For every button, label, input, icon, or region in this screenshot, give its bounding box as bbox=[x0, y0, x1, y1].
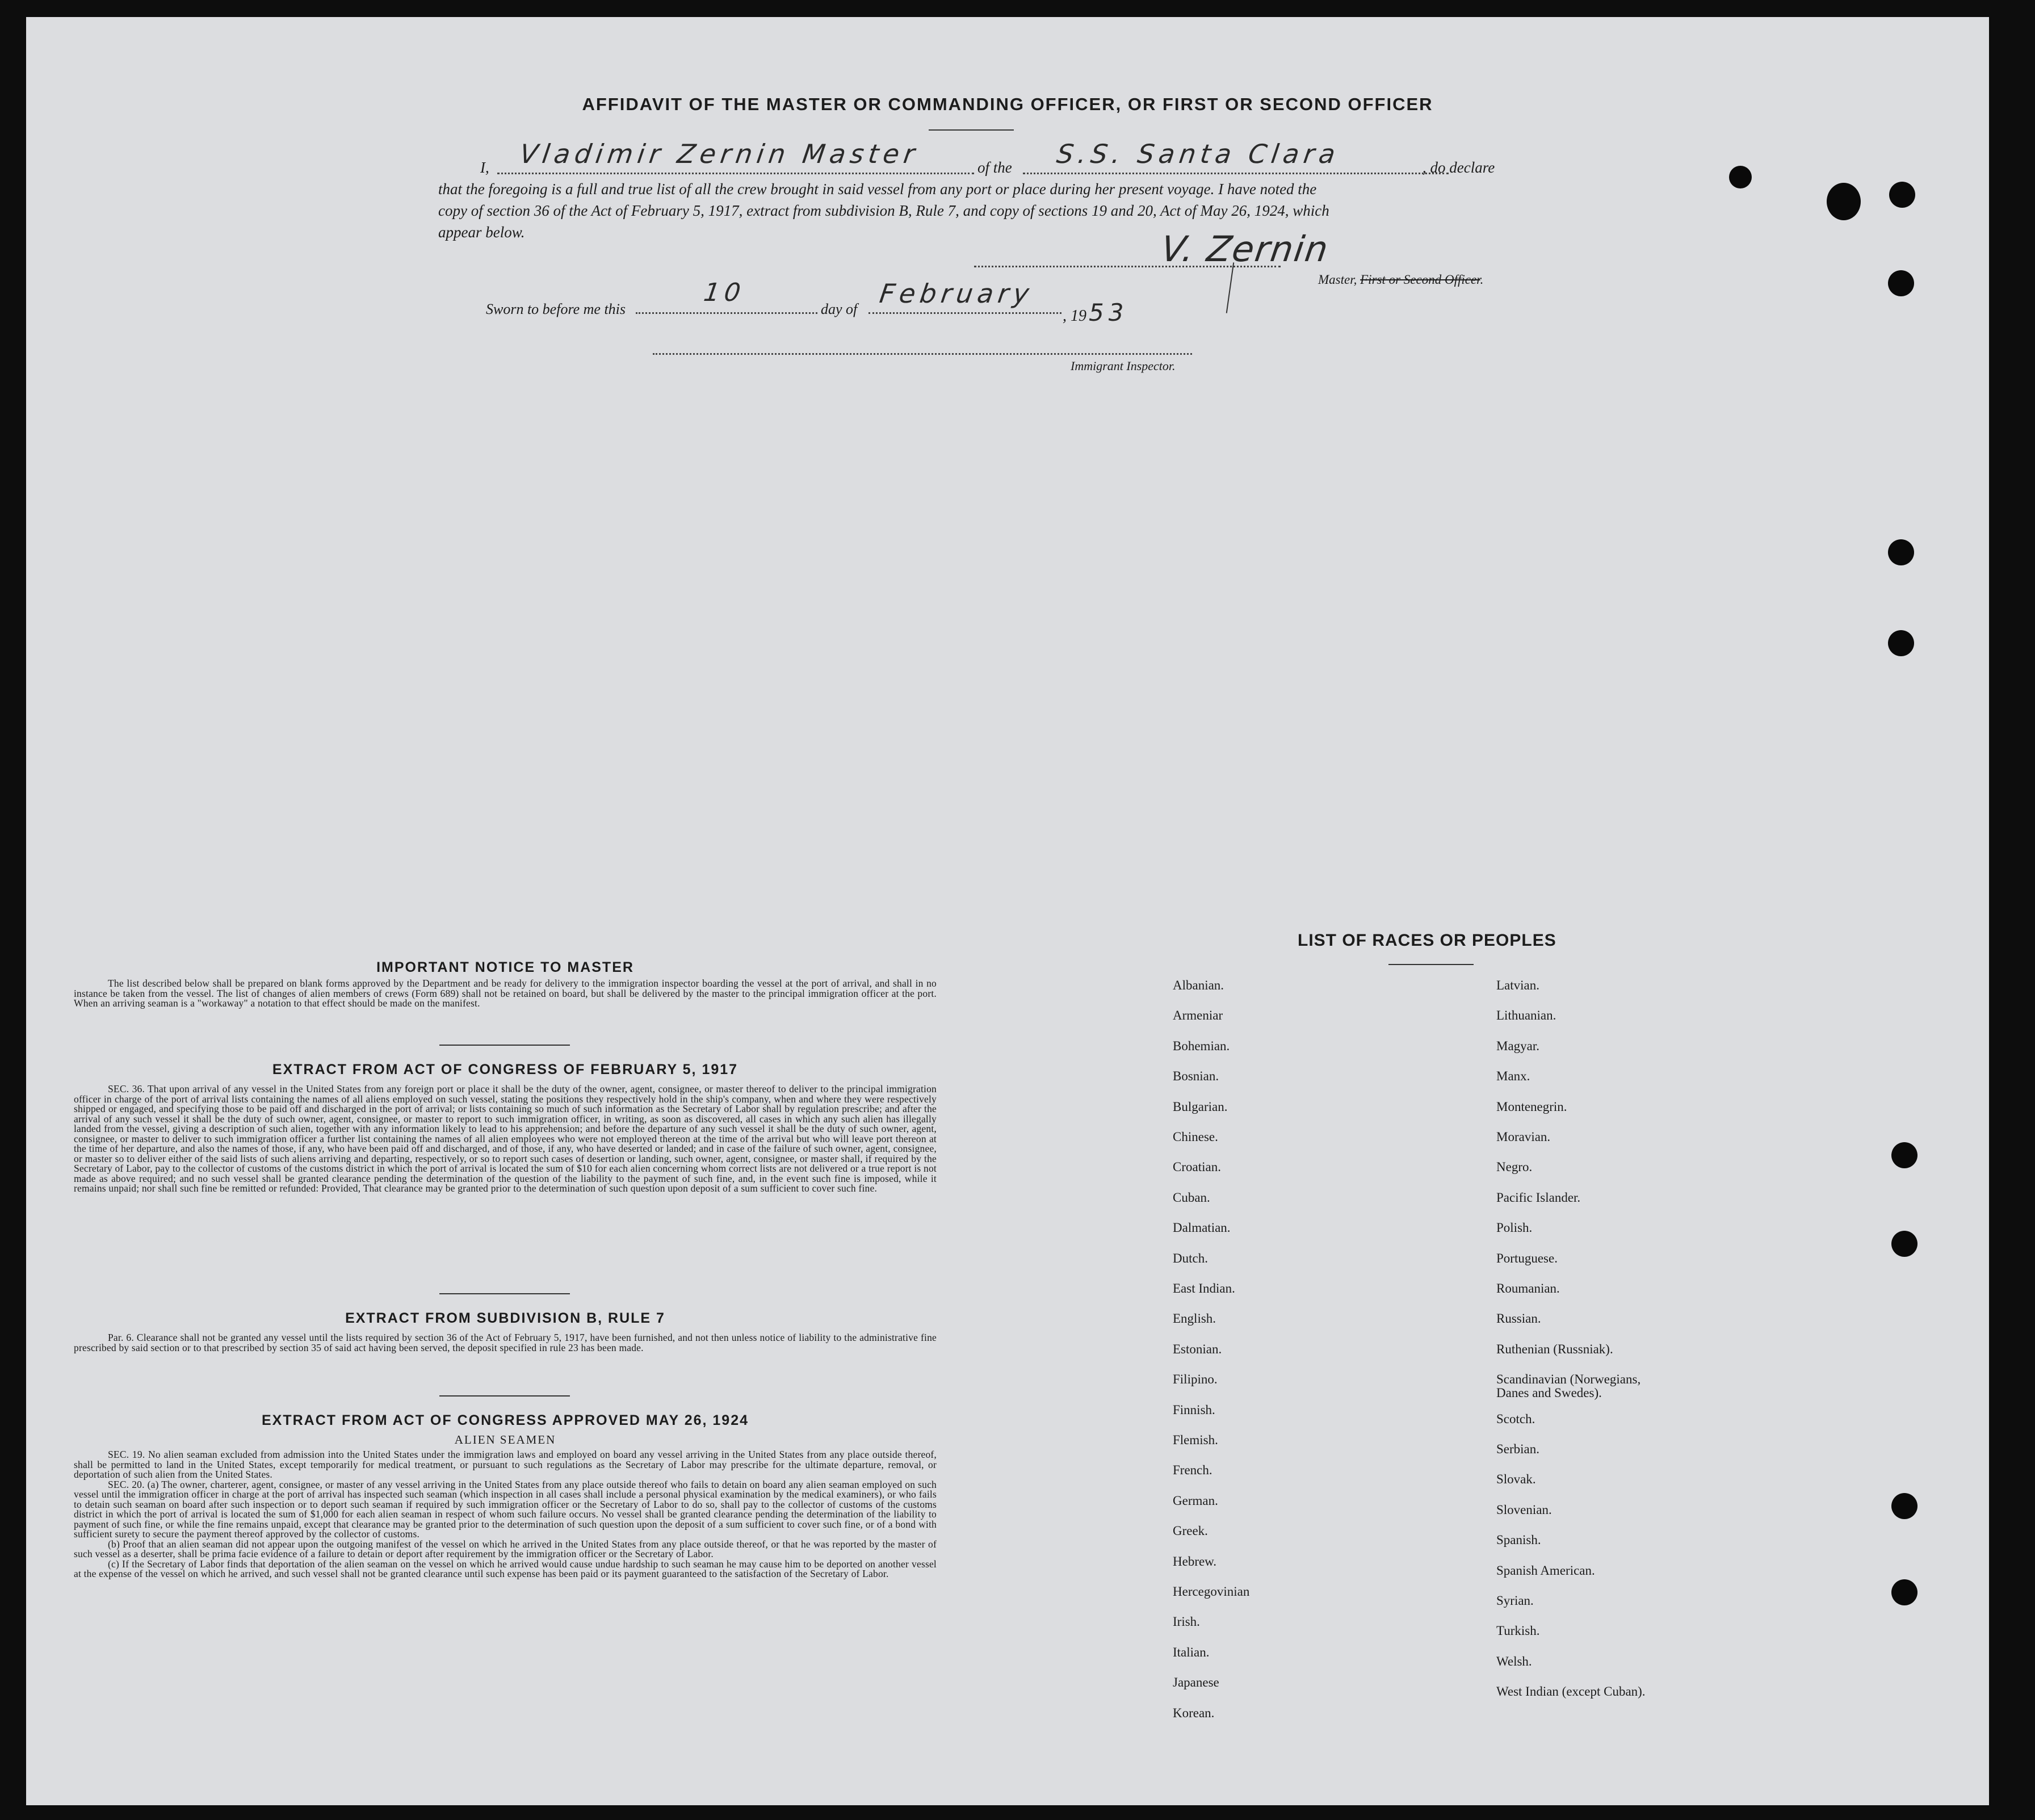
master-officer-label bbox=[1318, 272, 1483, 287]
sec20c-paragraph: (c) If the Secretary of Labor finds that deportation of the alien seaman on the vessel on which he arrived would cause undue hardship to such seaman he may cause him to be deported on another vessel at the expense of the vessel on which he arrived, and such vessel shall not be granted clearance until such expense has been paid or its payment guaranteed to the satisfaction of the Secretary of Labor. bbox=[74, 1558, 937, 1579]
race-item: German. bbox=[1173, 1494, 1218, 1508]
race-item: Bulgarian. bbox=[1173, 1100, 1228, 1114]
extract-1924-text bbox=[74, 1450, 937, 1579]
race-item: Cuban. bbox=[1173, 1190, 1210, 1205]
race-item: Negro. bbox=[1496, 1160, 1533, 1174]
races-title: LIST OF RACES OR PEOPLES bbox=[1298, 931, 1556, 950]
day-of-label: day of bbox=[821, 301, 858, 317]
race-item: Moravian. bbox=[1496, 1130, 1551, 1144]
sworn-month: February bbox=[878, 278, 1036, 309]
extract-1924-subtitle: ALIEN SEAMEN bbox=[454, 1433, 556, 1446]
notice-paragraph: The list described below shall be prepared on blank forms approved by the Department and be ready for delivery to the immigration inspector boarding the vessel at the port of arrival, and shall in no instance be taken from the vessel. The list of changes of alien members of crews (Form 689) shall not be retained on board, but shall be delivered by the master to the principal immigration officer at the port. When an arriving seaman is a "workaway" a notation to that effect should be made on the manifest. bbox=[74, 978, 937, 1009]
race-item: Estonian. bbox=[1173, 1342, 1222, 1356]
race-item: Pacific Islander. bbox=[1496, 1190, 1581, 1205]
punch-hole bbox=[1888, 270, 1914, 296]
affidavit-body-line1: that the foregoing is a full and true list of all the crew brought in said vessel from any port or place during her present voyage. I have noted the bbox=[438, 181, 1317, 198]
sec36-paragraph: SEC. 36. That upon arrival of any vessel in the United States from any foreign port or place it shall be the duty of the owner, agent, consignee, or master thereof to deliver to the principal immigration officer in charge of the port of arrival lists containing the names of all aliens employed on such vessel, stating the positions they respectively hold in the ship's company, when and where they were respectively shipped or engaged, and specifying those to be paid off and discharged in the port of arrival; or lists containing so much of such information as the Secretary of Labor shall by regulation prescribe; and after the arrival of any such vessel it shall be the duty of such owner, agent, consignee, or master to report to such immigration officer, in writing, as soon as discovered, all cases in which any such alien has illegally landed from the vessel, giving a description of such alien, together with any information likely to lead to his apprehension; and before the departure of any such vessel it shall be the duty of such owner, agent, consignee, or master to deliver to such immigration officer a further list containing the names of all alien employees who were not employed thereon at the time of the arrival but who will leave port thereon at the time of her departure, and also the names of those, if any, who have been paid off and discharged, and of those, if any, who have deserted or landed; and in case of the failure of such owner, agent, consignee, or master so to deliver either of the said lists of such aliens arriving and departing, respectively, or so to report such cases of desertion or landing, such owner, agent, consignee, or master shall, if required by the Secretary of Labor, pay to the collector of customs of the customs district in which the port of arrival is located the sum of $10 for each alien concerning whom correct lists are not delivered or a true report is not made as above required; and no such vessel shall be granted clearance pending the determination of the question of the liability to the payment of such fine, and, in the event such fine is imposed, while it remains unpaid; nor shall such fine be remitted or refunded: Provided, That clearance may be granted prior to the determination of such question upon deposit of a sum sufficient to cover such fine. bbox=[74, 1083, 937, 1194]
affidavit-i: I, bbox=[480, 159, 489, 176]
race-item: Hercegovinian bbox=[1173, 1584, 1250, 1599]
race-item: Scotch. bbox=[1496, 1412, 1535, 1426]
extract-1924-title: EXTRACT FROM ACT OF CONGRESS APPROVED MAY 26, 1924 bbox=[261, 1412, 749, 1428]
race-item: Armeniar bbox=[1173, 1008, 1223, 1022]
race-item: Ruthenian (Russniak). bbox=[1496, 1342, 1613, 1356]
signature-flourish bbox=[1226, 262, 1235, 313]
race-item: Portuguese. bbox=[1496, 1251, 1558, 1265]
race-item: Lithuanian. bbox=[1496, 1008, 1556, 1022]
race-item: Croatian. bbox=[1173, 1160, 1221, 1174]
race-item: Spanish. bbox=[1496, 1533, 1541, 1547]
master-label: Master, bbox=[1318, 272, 1357, 287]
race-item: Serbian. bbox=[1496, 1442, 1540, 1456]
race-item: Scandinavian (Norwegians, Danes and Swedes). bbox=[1496, 1372, 1641, 1400]
document-page bbox=[26, 17, 1989, 1805]
affidavit-body-line2: copy of section 36 of the Act of February 5, 1917, extract from subdivision B, Rule 7, and copy of sections 19 and 20, Act of May 26, 1924, which bbox=[438, 202, 1329, 219]
struck-officer-label: First or Second Officer bbox=[1360, 272, 1480, 287]
punch-hole bbox=[1889, 182, 1915, 208]
divider bbox=[439, 1045, 570, 1046]
notice-text bbox=[74, 979, 937, 1009]
race-item: Manx. bbox=[1496, 1069, 1530, 1083]
punch-hole bbox=[1891, 1493, 1917, 1519]
race-item: Bohemian. bbox=[1173, 1039, 1230, 1053]
race-item: Hebrew. bbox=[1173, 1554, 1217, 1569]
race-item: Roumanian. bbox=[1496, 1281, 1560, 1295]
race-item: English. bbox=[1173, 1311, 1216, 1326]
race-item: Italian. bbox=[1173, 1645, 1210, 1659]
do-declare-label: , do declare bbox=[1423, 159, 1495, 176]
sworn-day-field bbox=[636, 278, 817, 314]
race-item: Finnish. bbox=[1173, 1403, 1215, 1417]
race-item: Flemish. bbox=[1173, 1433, 1218, 1447]
race-item: Montenegrin. bbox=[1496, 1100, 1567, 1114]
rule7-paragraph: Par. 6. Clearance shall not be granted any vessel until the lists required by section 36 of the Act of February 5, 1917, have been furnished, and not then unless notice of liability to the administrative fine prescribed by said section or to that prescribed by section 35 of said act having been served, the deposit specified in rule 23 has been made. bbox=[74, 1332, 937, 1353]
master-name-field bbox=[497, 139, 974, 174]
master-signature: V. Zernin bbox=[1158, 228, 1332, 270]
sworn-day: 10 bbox=[702, 278, 747, 307]
rule7-title: EXTRACT FROM SUBDIVISION B, RULE 7 bbox=[345, 1310, 665, 1326]
race-item: Filipino. bbox=[1173, 1372, 1218, 1386]
rule7-text bbox=[74, 1333, 937, 1353]
punch-hole bbox=[1891, 1142, 1917, 1168]
race-item: Latvian. bbox=[1496, 978, 1539, 992]
race-item: Korean. bbox=[1173, 1706, 1215, 1720]
race-item: Slovenian. bbox=[1496, 1503, 1552, 1517]
race-item: Chinese. bbox=[1173, 1130, 1218, 1144]
sworn-label: Sworn to before me this bbox=[486, 301, 626, 317]
race-item: Syrian. bbox=[1496, 1593, 1534, 1608]
vessel-name-field bbox=[1023, 139, 1449, 174]
punch-hole bbox=[1729, 166, 1752, 188]
label-period: . bbox=[1480, 272, 1484, 287]
year-suffix: 53 bbox=[1089, 299, 1128, 326]
sec19-paragraph: SEC. 19. No alien seaman excluded from admission into the United States under the immigration laws and employed on board any vessel arriving in the United States from any place outside thereof, shall be permitted to land in the United States, except temporarily for medical treatment, or pursuant to such regulations as the Secretary of Labor may prescribe for the ultimate departure, removal, or deportation of such alien from the United States. bbox=[74, 1449, 937, 1480]
punch-hole bbox=[1827, 183, 1861, 220]
race-item: Welsh. bbox=[1496, 1654, 1532, 1668]
punch-hole bbox=[1888, 630, 1914, 656]
divider bbox=[439, 1293, 570, 1294]
race-item: Japanese bbox=[1173, 1675, 1219, 1689]
punch-hole bbox=[1888, 539, 1914, 565]
inspector-line bbox=[653, 352, 1192, 355]
race-item: Turkish. bbox=[1496, 1624, 1540, 1638]
affidavit-body-line3: appear below. bbox=[438, 224, 525, 241]
race-item: Spanish American. bbox=[1496, 1563, 1595, 1578]
sec20b-paragraph: (b) Proof that an alien seaman did not appear upon the outgoing manifest of the vessel on which he arrived in the United States from any place outside thereof, or that he was reported by the master of such vessel as a deserter, shall be prima facie evidence of a failure to detain or deport after requirement by the immigration officer or the Secretary of Labor. bbox=[74, 1538, 937, 1559]
divider bbox=[439, 1395, 570, 1397]
race-item: French. bbox=[1173, 1463, 1212, 1477]
race-item: Slovak. bbox=[1496, 1472, 1536, 1486]
race-item: Bosnian. bbox=[1173, 1069, 1219, 1083]
extract-1917-text bbox=[74, 1084, 937, 1194]
title-divider bbox=[929, 129, 1014, 131]
race-item: Dutch. bbox=[1173, 1251, 1208, 1265]
race-item: Greek. bbox=[1173, 1524, 1208, 1538]
race-item: Polish. bbox=[1496, 1221, 1533, 1235]
of-the-label: of the bbox=[977, 159, 1012, 176]
inspector-label: Immigrant Inspector. bbox=[1071, 359, 1176, 373]
punch-hole bbox=[1891, 1579, 1917, 1605]
affidavit-title: AFFIDAVIT OF THE MASTER OR COMMANDING OFFICER, OR FIRST OR SECOND OFFICER bbox=[582, 94, 1433, 114]
race-item: Magyar. bbox=[1496, 1039, 1540, 1053]
master-name: Vladimir Zernin Master bbox=[518, 139, 921, 169]
year-prefix: , 19 bbox=[1063, 307, 1086, 325]
race-item: Russian. bbox=[1496, 1311, 1541, 1326]
notice-title: IMPORTANT NOTICE TO MASTER bbox=[376, 959, 634, 975]
punch-hole bbox=[1891, 1231, 1917, 1257]
sec20a-paragraph: SEC. 20. (a) The owner, charterer, agent, consignee, or master of any vessel arriving in the United States from any place outside thereof who fails to detain on board any alien seaman employed on such vessel until the immigration officer in charge at the port of arrival has inspected such seaman (which inspection in all cases shall include a personal physical examination by the medical examiners), or who fails to detain such seaman on board after such inspection or to deport such seaman if required by such immigration officer or the Secretary of Labor to do so, shall pay to the collector of customs of the customs district in which the port of arrival is located the sum of $1,000 for each alien seaman in respect of whom such failure occurs. No vessel shall be granted clearance pending the determination of the liability to payment of such fine, or while the fine remains unpaid, except that clearance may be granted prior to the determination of such question upon the deposit of a sum sufficient to cover such fine, or of a bond with sufficient surety to secure the payment thereof approved by the collector of customs. bbox=[74, 1478, 937, 1540]
race-item: Dalmatian. bbox=[1173, 1221, 1231, 1235]
race-item: East Indian. bbox=[1173, 1281, 1235, 1295]
races-divider bbox=[1388, 964, 1474, 965]
vessel-name: S.S. Santa Clara bbox=[1055, 139, 1342, 169]
race-item: West Indian (except Cuban). bbox=[1496, 1684, 1646, 1699]
race-item: Irish. bbox=[1173, 1614, 1200, 1629]
sworn-year bbox=[1063, 299, 1128, 326]
race-item: Albanian. bbox=[1173, 978, 1224, 992]
extract-1917-title: EXTRACT FROM ACT OF CONGRESS OF FEBRUARY 5, 1917 bbox=[272, 1062, 739, 1077]
sworn-month-field bbox=[868, 278, 1061, 314]
